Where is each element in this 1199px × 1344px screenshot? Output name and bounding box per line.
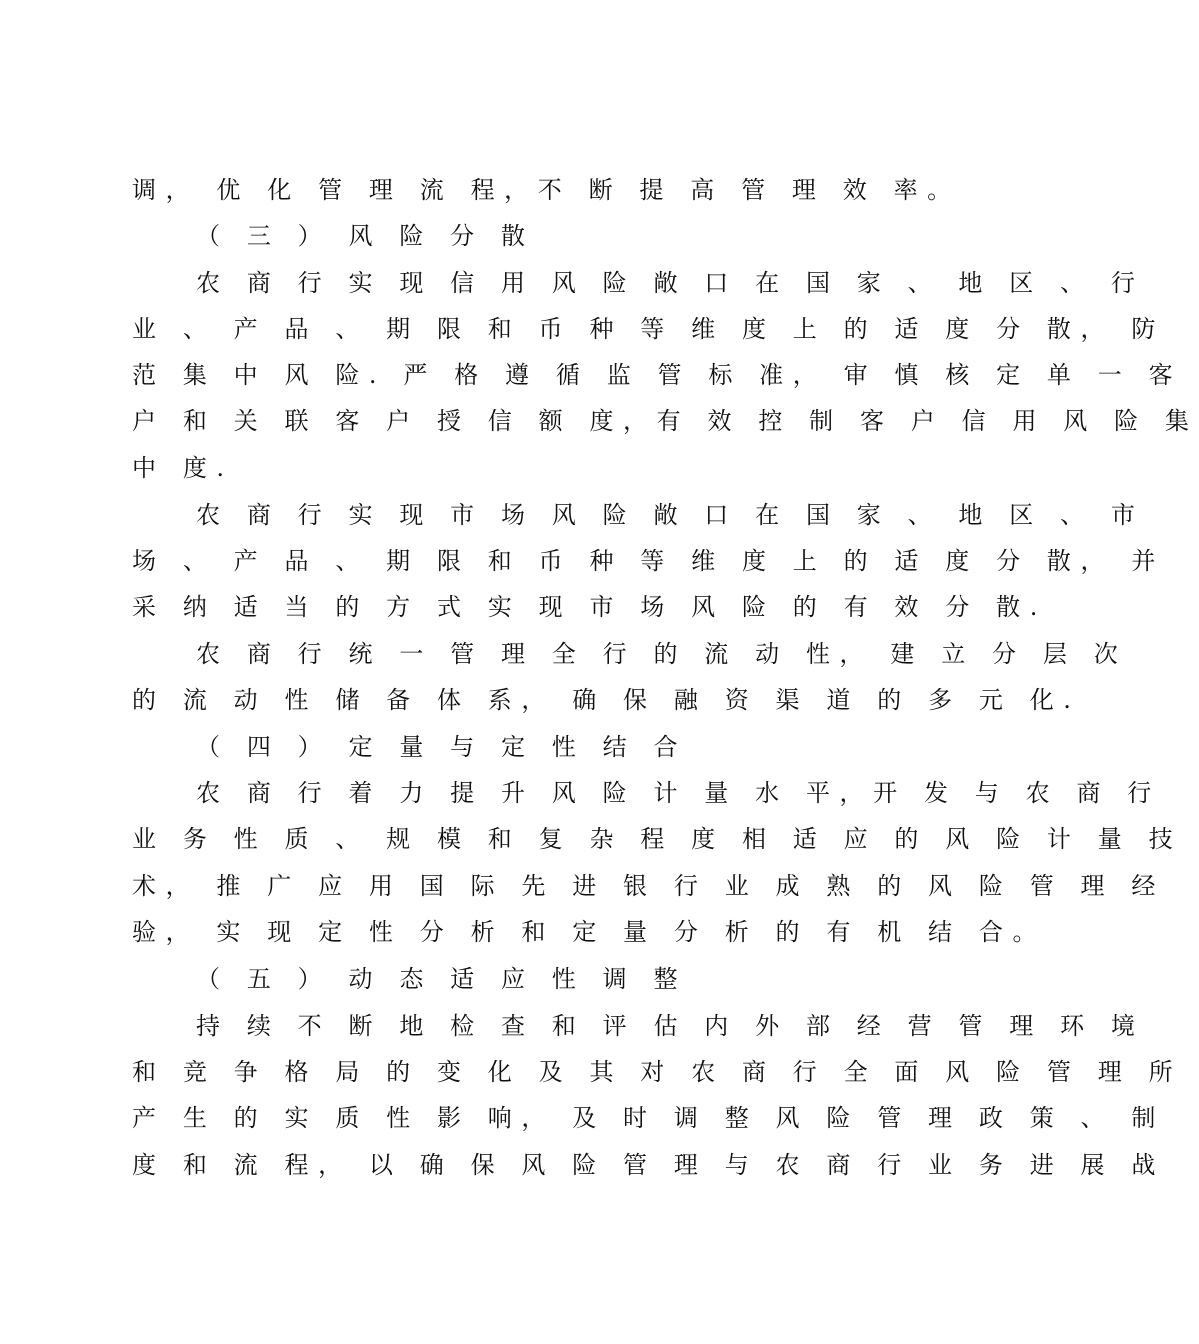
section-heading-3: （ 三 ） 风 险 分 散 <box>196 222 535 250</box>
text-line-1: 调， 优 化 管 理 流 程，不 断 提 高 管 理 效 率。 <box>132 176 961 204</box>
text-line-21: 产 生 的 实 质 性 影 响， 及 时 调 整 风 险 管 理 政 策 、 制 <box>132 1104 1165 1132</box>
text-line-19: 持 续 不 断 地 检 查 和 评 估 内 外 部 经 营 管 理 环 境 <box>196 1012 1145 1040</box>
text-line-7: 中 度. <box>132 454 234 482</box>
section-heading-4: （ 四 ） 定 量 与 定 性 结 合 <box>196 733 688 761</box>
text-line-10: 采 纳 适 当 的 方 式 实 现 市 场 风 险 的 有 效 分 散. <box>132 593 1047 621</box>
text-line-11: 农 商 行 统 一 管 理 全 行 的 流 动 性， 建 立 分 层 次 <box>196 640 1128 668</box>
text-line-12: 的 流 动 性 储 备 体 系， 确 保 融 资 渠 道 的 多 元 化. <box>132 686 1081 714</box>
text-line-3: 农 商 行 实 现 信 用 风 险 敞 口 在 国 家 、 地 区 、 行 <box>196 269 1145 297</box>
text-line-22: 度 和 流 程， 以 确 保 风 险 管 理 与 农 商 行 业 务 进 展 战 <box>132 1151 1165 1179</box>
text-line-5: 范 集 中 风 险. 严 格 遵 循 监 管 标 准， 审 慎 核 定 单 一 客 <box>132 361 1183 389</box>
text-line-4: 业 、 产 品 、 期 限 和 币 种 等 维 度 上 的 适 度 分 散， 防 <box>132 315 1165 343</box>
text-line-8: 农 商 行 实 现 市 场 风 险 敞 口 在 国 家 、 地 区 、 市 <box>196 501 1145 529</box>
section-heading-5: （ 五 ） 动 态 适 应 性 调 整 <box>196 965 688 993</box>
text-line-14: 农 商 行 着 力 提 升 风 险 计 量 水 平，开 发 与 农 商 行 <box>196 779 1161 807</box>
text-line-20: 和 竞 争 格 局 的 变 化 及 其 对 农 商 行 全 面 风 险 管 理 所 <box>132 1058 1183 1086</box>
text-line-15: 业 务 性 质 、 规 模 和 复 杂 程 度 相 适 应 的 风 险 计 量 技 <box>132 825 1183 853</box>
text-line-17: 验， 实 现 定 性 分 析 和 定 量 分 析 的 有 机 结 合。 <box>132 918 1047 946</box>
text-line-9: 场 、 产 品 、 期 限 和 币 种 等 维 度 上 的 适 度 分 散， 并 <box>132 547 1165 575</box>
text-line-6: 户 和 关 联 客 户 授 信 额 度，有 效 控 制 客 户 信 用 风 险 集 <box>132 407 1199 435</box>
text-line-16: 术， 推 广 应 用 国 际 先 进 银 行 业 成 熟 的 风 险 管 理 经 <box>132 872 1165 900</box>
